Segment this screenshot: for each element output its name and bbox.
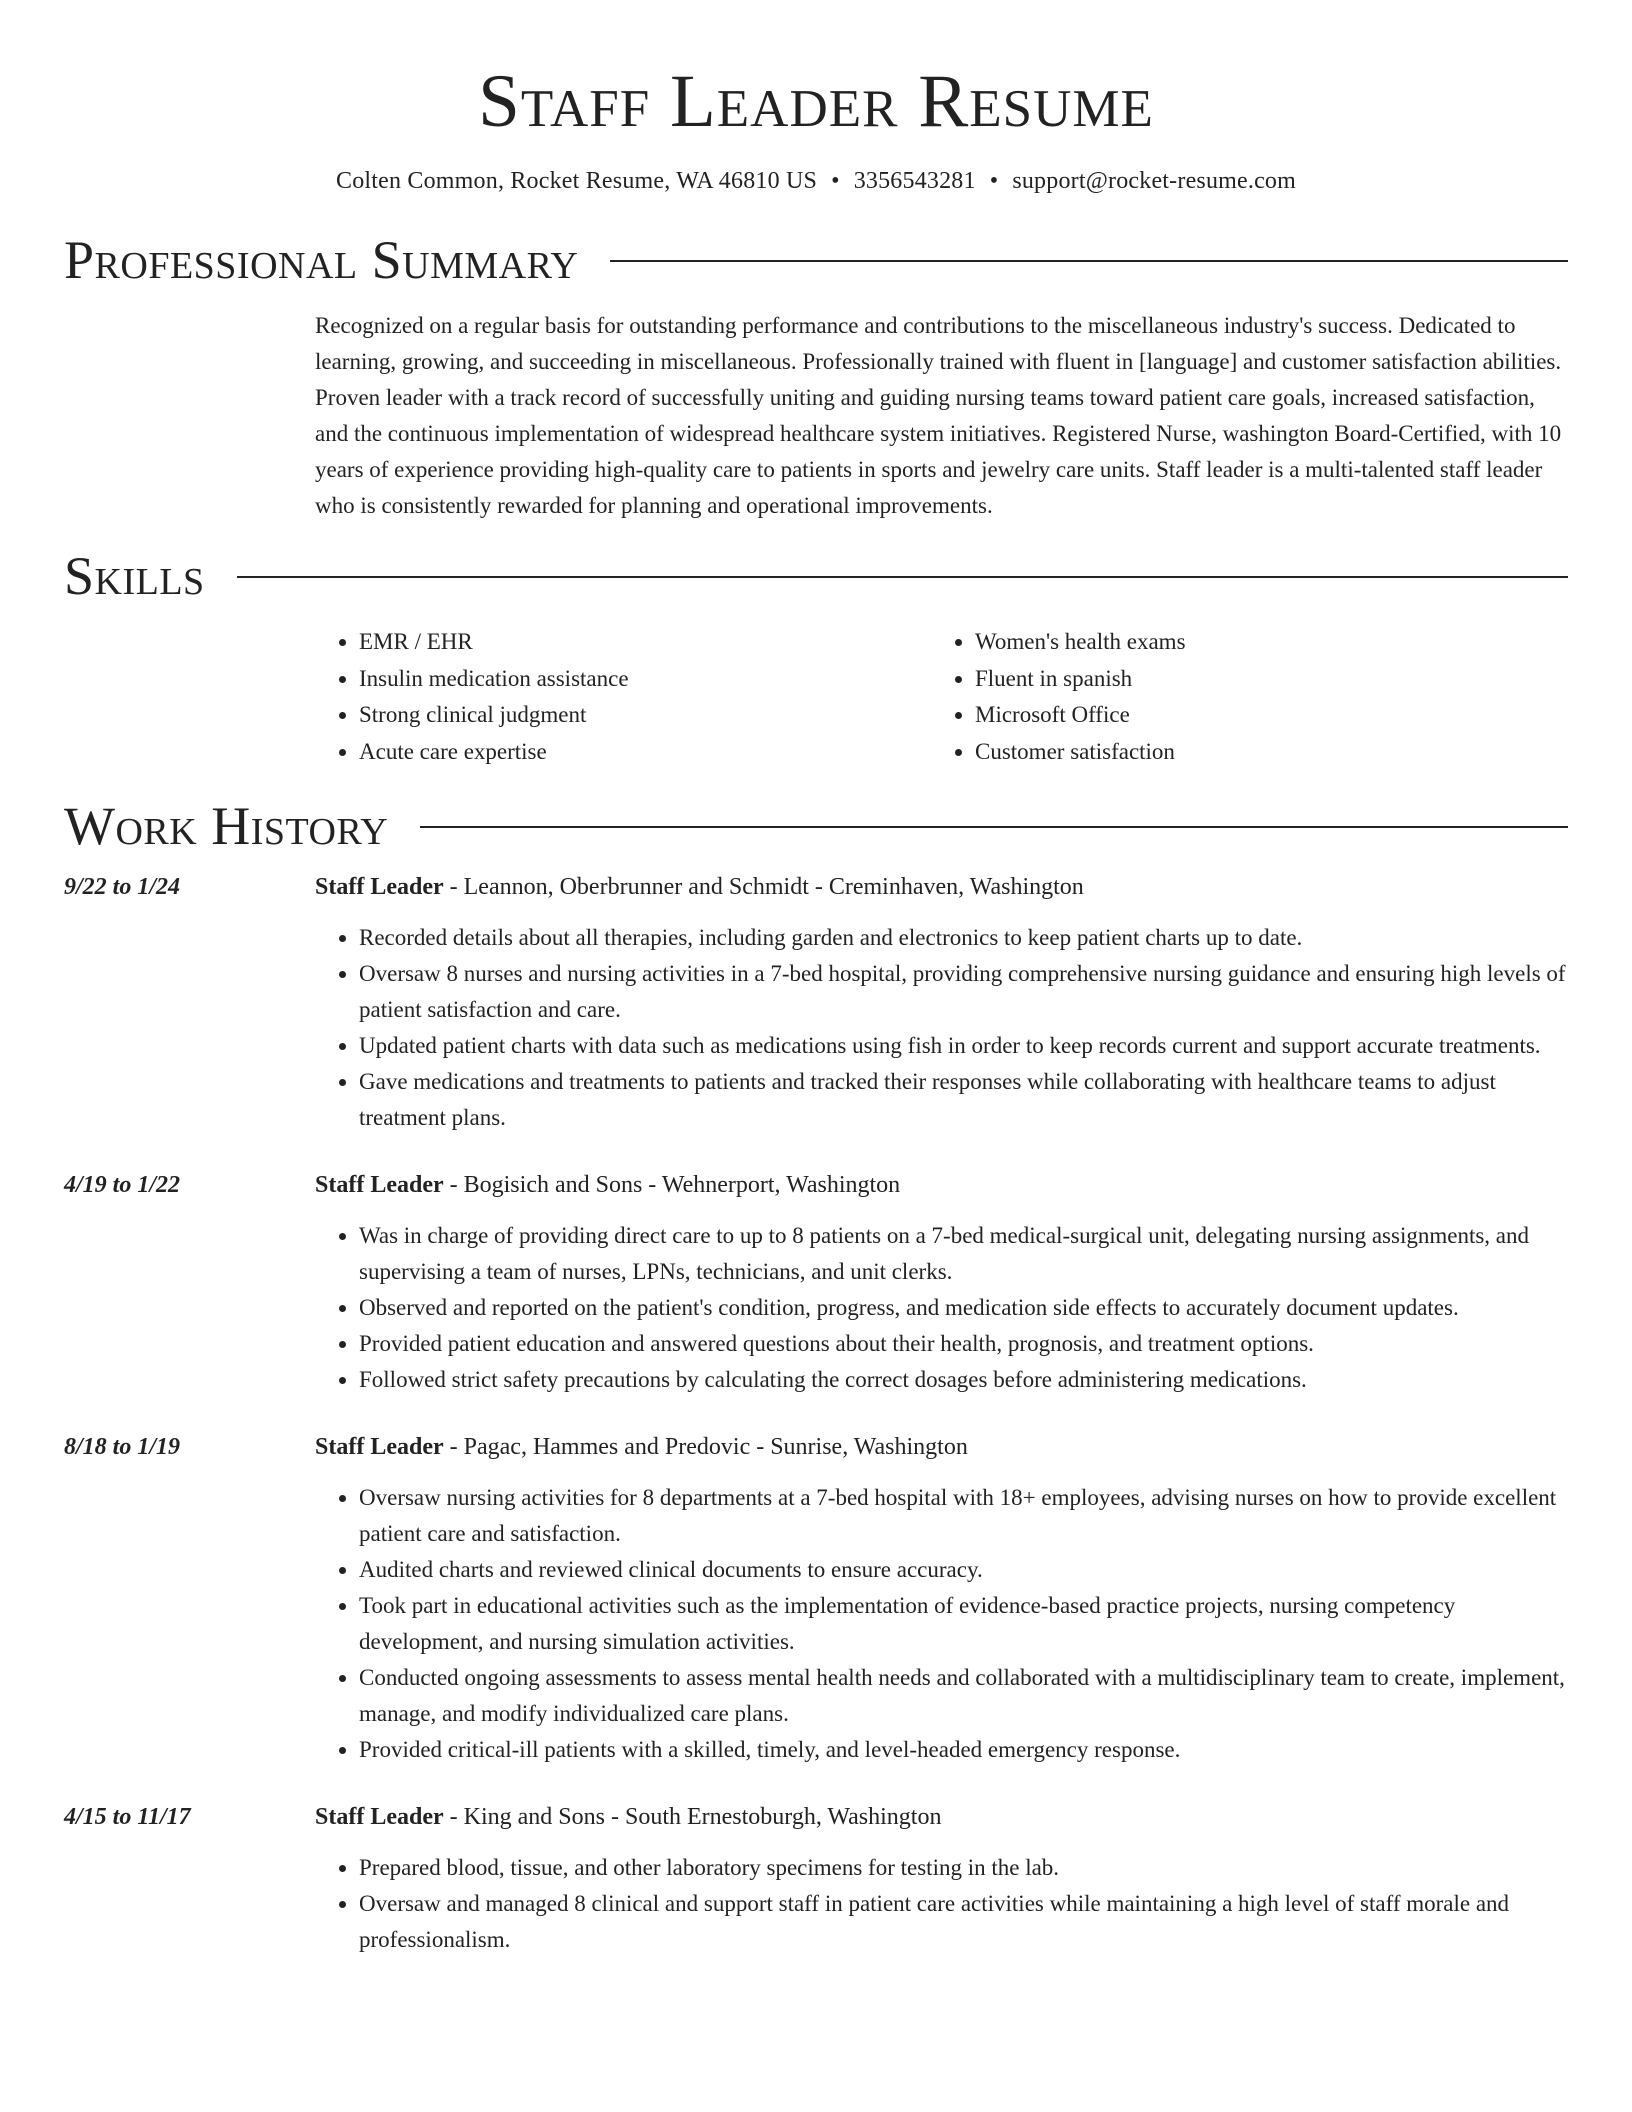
skills-heading: Skills [64,546,205,606]
job-bullet: • Provided critical-ill patients with a skilled, timely, and level-headed emergency response. [359,1732,1568,1768]
job-bullet: • Oversaw and managed 8 clinical and support staff in patient care activities while maintaining a high level of staff morale and professionalism. [359,1886,1568,1958]
job-title-line [315,1168,1568,1202]
job-dates: 4/19 to 1/22 [64,1172,181,1198]
skill-item: • Customer satisfaction [975,734,1547,771]
contact-email: support@rocket-resume.com [1012,168,1296,194]
job-bullets [315,1218,1568,1398]
job-bullet: • Was in charge of providing direct care to up to 8 patients on a 7-bed medical-surgical unit, delegating nursing assignments, and supervising a team of nurses, LPNs, technicians, and unit clerks. [359,1218,1568,1290]
job-bullet: • Oversaw nursing activities for 8 departments at a 7-bed hospital with 18+ employees, advising nurses on how to provide excellent patient care and satisfaction. [359,1480,1568,1552]
job-bullet: • Took part in educational activities such as the implementation of evidence-based practice projects, nursing competency development, and nursing simulation activities. [359,1588,1568,1660]
job-bullet: • Oversaw 8 nurses and nursing activities in a 7-bed hospital, providing comprehensive nursing guidance and ensuring high levels of patient satisfaction and care. [359,956,1568,1028]
contact-separator: • [989,168,999,194]
skills-column-left [315,624,931,770]
job-bullet: • Conducted ongoing assessments to assess mental health needs and collaborated with a multidisciplinary team to create, implement, manage, and modify individualized care plans. [359,1660,1568,1732]
summary-heading: Professional Summary [64,230,579,290]
job-employer: - Pagac, Hammes and Predovic - Sunrise, Washington [443,1434,968,1460]
job-body [315,1800,1568,1958]
section-divider [237,576,1568,578]
job-bullet: • Updated patient charts with data such as medications using fish in order to keep records current and support accurate treatments. [359,1028,1568,1064]
job-dates: 9/22 to 1/24 [64,874,181,900]
job-title-line [315,1430,1568,1464]
work-heading: Work History [64,796,389,856]
contact-address: Colten Common, Rocket Resume, WA 46810 US [336,168,818,194]
job-bullets [315,920,1568,1136]
job-bullet: • Prepared blood, tissue, and other laboratory specimens for testing in the lab. [359,1850,1568,1886]
skill-item: • Microsoft Office [975,697,1547,734]
job-body [315,870,1568,1136]
contact-line [64,166,1568,196]
job-employer: - King and Sons - South Ernestoburgh, Washington [443,1804,942,1830]
job-dates: 8/18 to 1/19 [64,1434,181,1460]
job-role: Staff Leader [315,874,444,900]
job-role: Staff Leader [315,1434,444,1460]
job-role: Staff Leader [315,1172,444,1198]
job-title-line [315,1800,1568,1834]
contact-phone: 3356543281 [853,168,976,194]
job-bullet: • Recorded details about all therapies, including garden and electronics to keep patient charts up to date. [359,920,1568,956]
job-bullet: • Provided patient education and answered questions about their health, prognosis, and treatment options. [359,1326,1568,1362]
job-body [315,1430,1568,1768]
resume-page [64,0,1568,1958]
job-employer: - Bogisich and Sons - Wehnerport, Washington [443,1172,901,1198]
job-entry [64,1430,1568,1768]
job-entry [64,1800,1568,1958]
skills-section-heading [64,546,1568,606]
resume-title: Staff Leader Resume [478,60,1154,143]
section-divider [610,260,1568,262]
job-entry [64,1168,1568,1398]
skills-list [315,624,1568,770]
skill-item: • Fluent in spanish [975,661,1547,698]
job-bullets [315,1850,1568,1958]
job-role: Staff Leader [315,1804,444,1830]
skill-item: • Strong clinical judgment [359,697,931,734]
job-dates: 4/15 to 11/17 [64,1804,191,1830]
job-bullet: • Observed and reported on the patient's condition, progress, and medication side effects to accurately document updates. [359,1290,1568,1326]
skill-item: • Acute care expertise [359,734,931,771]
summary-text: Recognized on a regular basis for outstanding performance and contributions to the miscellaneous industry's success. Dedicated to learning, growing, and succeeding in miscellaneous. Professionally trained with fluent in [language] and customer satisfaction abilities. Proven leader with a track record of successfully uniting and guiding nursing teams toward patient care goals, increased satisfaction, and the continuous implementation of widespread healthcare system initiatives. Registered Nurse, washington Board-Certified, with 10 years of experience providing high-quality care to patients in sports and jewelry care units. Staff leader is a multi-talented staff leader who is consistently rewarded for planning and operational improvements. [315,313,1562,518]
skill-item: • EMR / EHR [359,624,931,661]
job-bullet: • Followed strict safety precautions by calculating the correct dosages before administering medications. [359,1362,1568,1398]
job-entry [64,870,1568,1136]
skills-column-right [931,624,1547,770]
summary-section-heading [64,230,1568,290]
job-bullets [315,1480,1568,1768]
job-title-line [315,870,1568,904]
job-bullet: • Gave medications and treatments to patients and tracked their responses while collaborating with healthcare teams to adjust treatment plans. [359,1064,1568,1136]
job-bullet: • Audited charts and reviewed clinical documents to ensure accuracy. [359,1552,1568,1588]
skill-item: • Insulin medication assistance [359,661,931,698]
job-body [315,1168,1568,1398]
contact-separator: • [831,168,840,194]
work-section-heading [64,796,1568,856]
skill-item: • Women's health exams [975,624,1547,661]
section-divider [420,826,1568,828]
job-employer: - Leannon, Oberbrunner and Schmidt - Creminhaven, Washington [443,874,1084,900]
